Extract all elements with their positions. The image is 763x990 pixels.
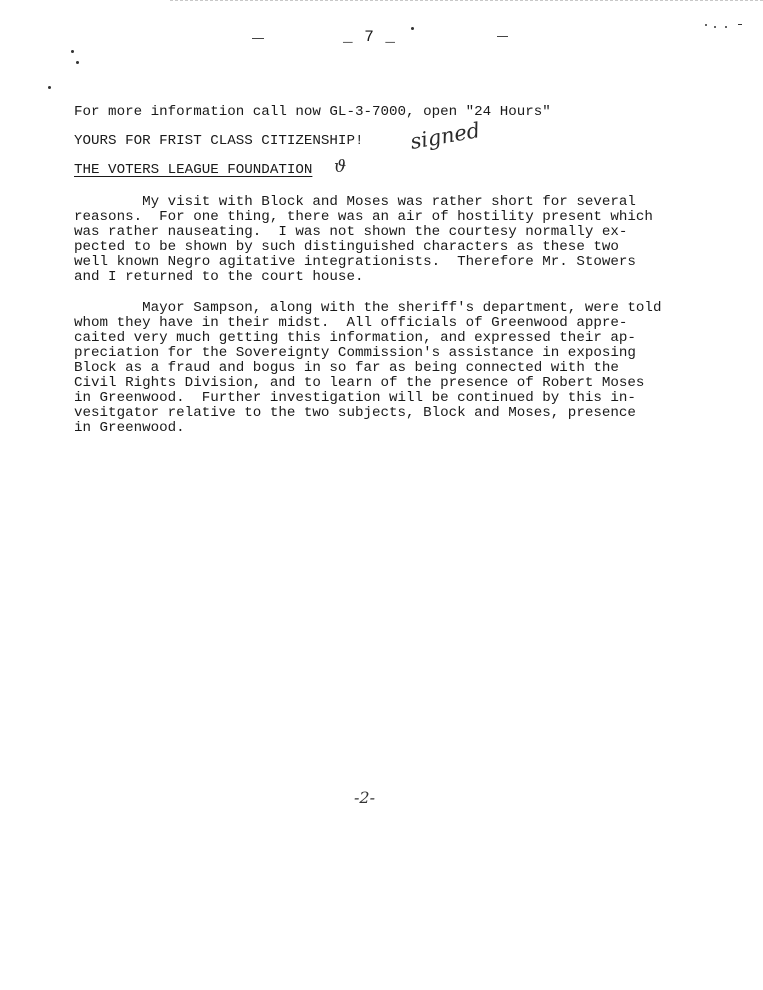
scan-speck xyxy=(738,24,742,25)
scan-speck xyxy=(714,26,716,28)
paragraph-line: Civil Rights Division, and to learn of the presence of Robert Moses xyxy=(74,375,645,391)
scan-mark xyxy=(497,36,508,37)
paragraph-line: well known Negro agitative integrationists. Therefore Mr. Stowers xyxy=(74,254,636,270)
paragraph-line: preciation for the Sovereignty Commission's assistance in exposing xyxy=(74,345,636,361)
handwritten-check-mark: ϑ xyxy=(334,157,347,177)
scan-speck xyxy=(76,61,79,64)
handwritten-signed-note: signed xyxy=(408,118,482,154)
paragraph-line: was rather nauseating. I was not shown the courtesy normally ex- xyxy=(74,224,628,240)
paragraph-line: Block as a fraud and bogus in so far as being connected with the xyxy=(74,360,619,376)
paragraph-line: in Greenwood. xyxy=(74,420,185,436)
paragraph-line: Mayor Sampson, along with the sheriff's department, were told xyxy=(74,300,662,316)
report-paragraph xyxy=(74,301,714,436)
paragraph-line: and I returned to the court house. xyxy=(74,269,364,285)
paragraph-line: caited very much getting this information, and expressed their ap- xyxy=(74,330,636,346)
page-number-top: _ 7 _ xyxy=(343,28,397,46)
report-paragraph xyxy=(74,195,714,285)
organization-name: THE VOTERS LEAGUE FOUNDATION xyxy=(74,162,313,178)
paragraph-line: My visit with Block and Moses was rather short for several xyxy=(74,194,636,210)
paragraph-line: pected to be shown by such distinguished characters as these two xyxy=(74,239,619,255)
scan-speck xyxy=(71,50,74,53)
scan-mark xyxy=(252,38,264,39)
scan-edge-border xyxy=(170,0,763,3)
scan-speck xyxy=(725,26,727,28)
paragraph-line: reasons. For one thing, there was an air of hostility present which xyxy=(74,209,653,225)
page-number-bottom: -2- xyxy=(354,788,375,807)
scan-speck xyxy=(48,86,51,89)
scan-speck xyxy=(411,27,414,30)
scan-speck xyxy=(705,24,707,26)
phone-info-line: For more information call now GL-3-7000, open "24 Hours" xyxy=(74,104,551,120)
paragraph-line: whom they have in their midst. All officials of Greenwood appre- xyxy=(74,315,628,331)
paragraph-line: vesitgator relative to the two subjects, Block and Moses, presence xyxy=(74,405,636,421)
sign-off-line: YOURS FOR FRIST CLASS CITIZENSHIP! xyxy=(74,133,364,149)
paragraph-line: in Greenwood. Further investigation will be continued by this in- xyxy=(74,390,636,406)
